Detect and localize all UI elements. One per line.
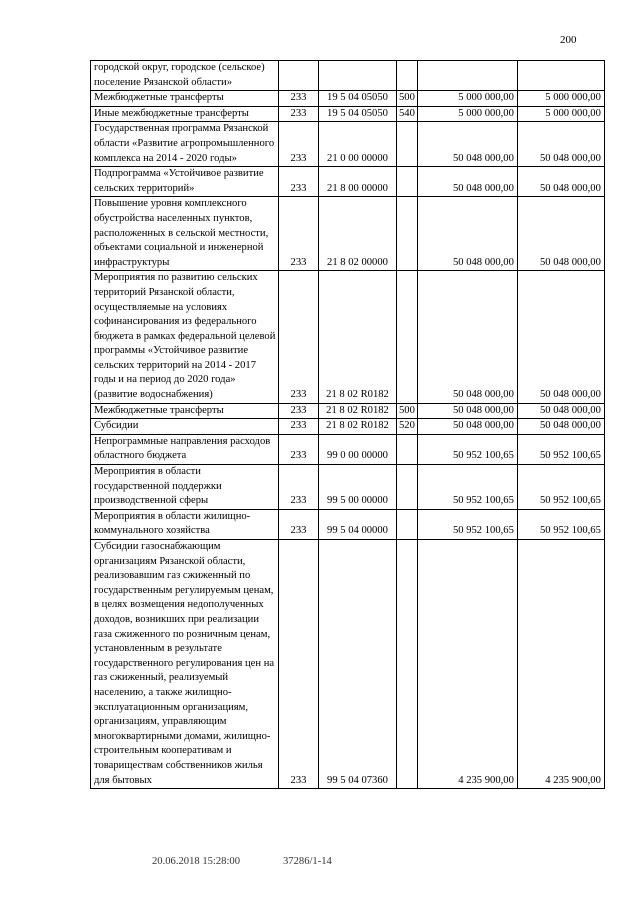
row-name-cell: Мероприятия в области жилищно-коммунального хозяйства (91, 509, 279, 539)
amount-2020-cell: 50 048 000,00 (517, 271, 604, 403)
amount-2019-cell: 5 000 000,00 (417, 91, 517, 107)
target-article-cell: 19 5 04 05050 (319, 106, 397, 122)
amount-2020-cell: 50 048 000,00 (517, 197, 604, 271)
admin-code-cell: 233 (279, 540, 319, 789)
admin-code-cell: 233 (279, 197, 319, 271)
amount-2020-cell: 5 000 000,00 (517, 91, 604, 107)
target-article-cell: 21 8 00 00000 (319, 167, 397, 197)
admin-code-cell: 233 (279, 419, 319, 435)
expense-type-cell (397, 167, 418, 197)
table-row (91, 122, 605, 167)
table-row (91, 61, 605, 91)
amount-2019-cell: 50 048 000,00 (417, 167, 517, 197)
row-name-cell: Субсидии газоснабжающим организациям Рязанской области, реализовавшим газ сжиженный по государственным регулируемым ценам, в целях возмещения недополученных доходов, возникших при реализации газа сжиженного по розничным ценам, установленным в результате государственного регулирования цен на газ сжиженный, реализуемый населению, а также жилищно-эксплуатационным организациям, организациям, управляющим многоквартирными домами, жилищно-строительным кооперативам и товариществам собственников жилья для бытовых (91, 540, 279, 789)
expense-type-cell (397, 122, 418, 167)
amount-2019-cell: 4 235 900,00 (417, 540, 517, 789)
row-name-cell: Подпрограмма «Устойчивое развитие сельских территорий» (91, 167, 279, 197)
table-row (91, 465, 605, 510)
admin-code-cell (279, 61, 319, 91)
row-name-cell: Субсидии (91, 419, 279, 435)
admin-code-cell: 233 (279, 167, 319, 197)
table-row (91, 167, 605, 197)
expense-type-cell (397, 540, 418, 789)
expense-type-cell (397, 271, 418, 403)
table-row (91, 419, 605, 435)
admin-code-cell: 233 (279, 271, 319, 403)
amount-2020-cell: 50 952 100,65 (517, 509, 604, 539)
admin-code-cell: 233 (279, 403, 319, 419)
expense-type-cell: 500 (397, 403, 418, 419)
expense-type-cell (397, 197, 418, 271)
amount-2020-cell: 50 048 000,00 (517, 403, 604, 419)
expense-type-cell (397, 434, 418, 464)
table-row (91, 509, 605, 539)
page-number: 200 (560, 34, 577, 46)
amount-2019-cell: 5 000 000,00 (417, 106, 517, 122)
table-row (91, 106, 605, 122)
amount-2019-cell: 50 048 000,00 (417, 419, 517, 435)
footer-timestamp: 20.06.2018 15:28:00 (152, 856, 240, 867)
admin-code-cell: 233 (279, 509, 319, 539)
amount-2019-cell (417, 61, 517, 91)
target-article-cell (319, 61, 397, 91)
admin-code-cell: 233 (279, 465, 319, 510)
target-article-cell: 99 0 00 00000 (319, 434, 397, 464)
target-article-cell: 21 8 02 00000 (319, 197, 397, 271)
target-article-cell: 99 5 04 07360 (319, 540, 397, 789)
expense-type-cell (397, 61, 418, 91)
row-name-cell: Межбюджетные трансферты (91, 91, 279, 107)
expense-type-cell: 520 (397, 419, 418, 435)
amount-2020-cell: 50 952 100,65 (517, 465, 604, 510)
amount-2019-cell: 50 952 100,65 (417, 509, 517, 539)
admin-code-cell: 233 (279, 122, 319, 167)
budget-table (90, 60, 605, 789)
row-name-cell: Государственная программа Рязанской области «Развитие агропромышленного комплекса на 2014 - 2020 годы» (91, 122, 279, 167)
row-name-cell: Межбюджетные трансферты (91, 403, 279, 419)
target-article-cell: 21 8 02 R0182 (319, 403, 397, 419)
amount-2019-cell: 50 048 000,00 (417, 271, 517, 403)
row-name-cell: городской округ, городское (сельское) поселение Рязанской области» (91, 61, 279, 91)
row-name-cell: Повышение уровня комплексного обустройства населенных пунктов, расположенных в сельской местности, объектами социальной и инженерной инфраструктуры (91, 197, 279, 271)
target-article-cell: 19 5 04 05050 (319, 91, 397, 107)
row-name-cell: Мероприятия в области государственной поддержки производственной сферы (91, 465, 279, 510)
target-article-cell: 99 5 04 00000 (319, 509, 397, 539)
amount-2019-cell: 50 048 000,00 (417, 403, 517, 419)
amount-2020-cell: 50 048 000,00 (517, 419, 604, 435)
amount-2020-cell: 50 952 100,65 (517, 434, 604, 464)
table-row (91, 540, 605, 789)
table-row (91, 197, 605, 271)
amount-2020-cell (517, 61, 604, 91)
expense-type-cell: 500 (397, 91, 418, 107)
admin-code-cell: 233 (279, 106, 319, 122)
table-row (91, 434, 605, 464)
amount-2020-cell: 50 048 000,00 (517, 167, 604, 197)
table-row (91, 403, 605, 419)
amount-2019-cell: 50 952 100,65 (417, 434, 517, 464)
amount-2020-cell: 4 235 900,00 (517, 540, 604, 789)
row-name-cell: Иные межбюджетные трансферты (91, 106, 279, 122)
expense-type-cell: 540 (397, 106, 418, 122)
amount-2020-cell: 5 000 000,00 (517, 106, 604, 122)
amount-2019-cell: 50 952 100,65 (417, 465, 517, 510)
amount-2020-cell: 50 048 000,00 (517, 122, 604, 167)
expense-type-cell (397, 465, 418, 510)
amount-2019-cell: 50 048 000,00 (417, 197, 517, 271)
target-article-cell: 21 0 00 00000 (319, 122, 397, 167)
footer-doc-code: 37286/1-14 (283, 856, 332, 867)
expense-type-cell (397, 509, 418, 539)
table-row (91, 271, 605, 403)
target-article-cell: 99 5 00 00000 (319, 465, 397, 510)
admin-code-cell: 233 (279, 91, 319, 107)
row-name-cell: Мероприятия по развитию сельских территорий Рязанской области, осуществляемые на условиях софинансирования из федерального бюджета в рамках федеральной целевой программы «Устойчивое развитие сельских территорий на 2014 - 2017 годы и на период до 2020 года» (развитие водоснабжения) (91, 271, 279, 403)
target-article-cell: 21 8 02 R0182 (319, 271, 397, 403)
target-article-cell: 21 8 02 R0182 (319, 419, 397, 435)
admin-code-cell: 233 (279, 434, 319, 464)
table-row (91, 91, 605, 107)
row-name-cell: Непрограммные направления расходов областного бюджета (91, 434, 279, 464)
amount-2019-cell: 50 048 000,00 (417, 122, 517, 167)
